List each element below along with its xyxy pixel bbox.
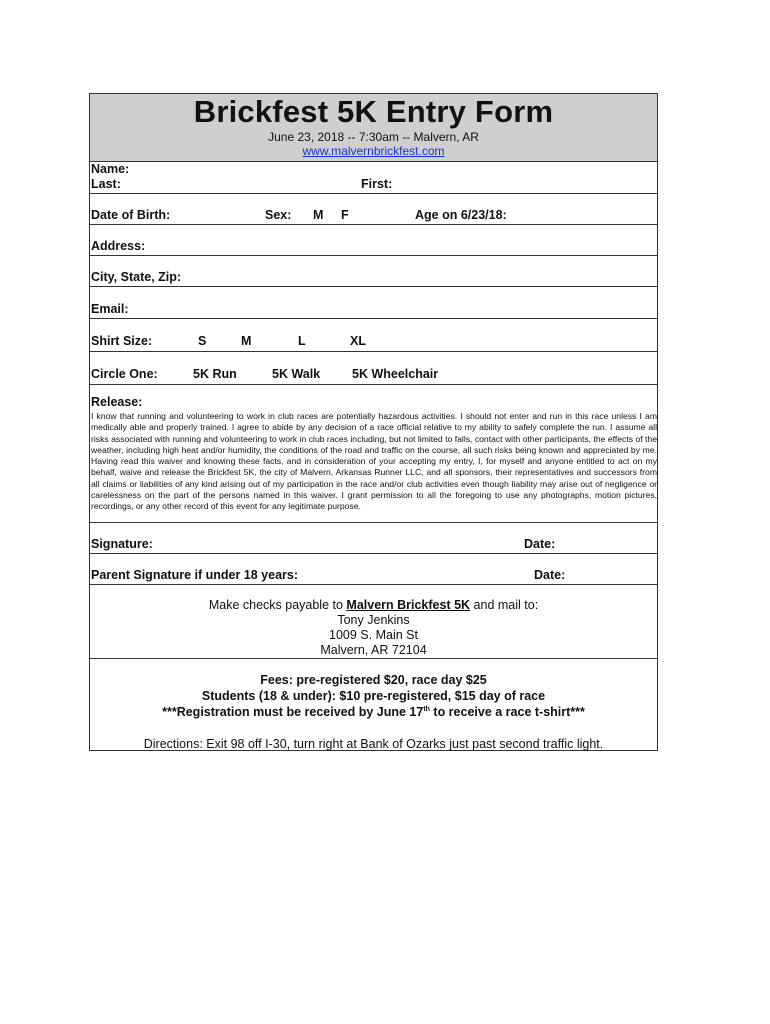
address-label: Address: bbox=[91, 239, 146, 253]
mail-city: Malvern, AR 72104 bbox=[320, 643, 427, 657]
student-fees-line: Students (18 & under): $10 pre-registered, $15 day of race bbox=[201, 689, 546, 703]
event-date-location: June 23, 2018 -- 7:30am -- Malvern, AR bbox=[268, 130, 479, 144]
address-divider bbox=[90, 224, 657, 225]
fees-line: Fees: pre-registered $20, race day $25 bbox=[260, 673, 487, 687]
mail-street: 1009 S. Main St bbox=[329, 628, 418, 642]
shirt-size-label: Shirt Size: bbox=[91, 334, 153, 348]
payee-name: Malvern Brickfest 5K bbox=[346, 598, 471, 612]
city-state-zip-label: City, State, Zip: bbox=[91, 270, 182, 284]
age-label: Age on 6/23/18: bbox=[415, 208, 507, 222]
shirt-option-m[interactable]: M bbox=[241, 334, 252, 348]
circle-one-label: Circle One: bbox=[91, 367, 158, 381]
mail-divider bbox=[90, 584, 657, 585]
event-option-wheelchair[interactable]: 5K Wheelchair bbox=[352, 367, 439, 381]
payment-prefix: Make checks payable to bbox=[208, 598, 347, 612]
payment-suffix: and mail to: bbox=[470, 598, 539, 612]
city-divider bbox=[90, 255, 657, 256]
shirt-option-xl[interactable]: XL bbox=[350, 334, 366, 348]
email-label: Email: bbox=[91, 302, 129, 316]
deadline-text-b: to receive a race t-shirt*** bbox=[429, 705, 585, 719]
registration-deadline bbox=[90, 705, 657, 719]
release-waiver-text: I know that running and volunteering to work in club races are potentially hazardous activities. I should not enter and run in this race unless I am medically able and properly trained. I agree to abide by any decision of a race official relative to my ability to safely complete the run. I assume all risks associated with running and volunteering to work in club races including, but not limited to falls, contact with other participants, the effects of the weather, including high heat and/or humidity, the conditions of the road and traffic on the course, all such risks being known and appreciated by me. Having read this waiver and knowing these facts, and in consideration of your accepting my entry, I, for myself and anyone entitled to act on my behalf, waive and release the Brickfest 5K, the city of Malvern, Arkansas Runner LLC, and all sponsors, their representatives and successors from all claims or liabilities of any kind arising out of my participation in the race and/or club activities even though liability may arise out of negligence or carelessness on the part of the persons named in this waiver. I grant permission to all the foregoing to use any photographs, motion pictures, recordings, or any other record of this event for any legitimate purpose. bbox=[91, 411, 657, 512]
deadline-text-a: ***Registration must be received by June 17 bbox=[162, 705, 424, 719]
name-label: Name: bbox=[91, 162, 130, 176]
dob-label: Date of Birth: bbox=[91, 208, 171, 222]
parent-signature-label: Parent Signature if under 18 years: bbox=[91, 568, 299, 582]
form-title: Brickfest 5K Entry Form bbox=[193, 94, 554, 129]
signature-label: Signature: bbox=[91, 537, 153, 551]
dob-divider bbox=[90, 193, 657, 194]
payment-instructions bbox=[90, 598, 657, 612]
release-divider bbox=[90, 384, 657, 385]
circle-divider bbox=[90, 351, 657, 352]
signature-divider bbox=[90, 522, 657, 523]
first-name-label: First: bbox=[361, 177, 393, 191]
shirt-divider bbox=[90, 318, 657, 319]
directions: Directions: Exit 98 off I-30, turn right at Bank of Ozarks just past second traffic light. bbox=[143, 737, 604, 751]
last-name-label: Last: bbox=[91, 177, 121, 191]
deadline-sup: th bbox=[423, 705, 430, 713]
fees-divider bbox=[90, 658, 657, 659]
signature-date-label: Date: bbox=[524, 537, 556, 551]
website-link[interactable]: www.malvernbrickfest.com bbox=[302, 144, 445, 158]
sex-option-f[interactable]: F bbox=[341, 208, 349, 222]
email-divider bbox=[90, 286, 657, 287]
event-option-walk[interactable]: 5K Walk bbox=[272, 367, 321, 381]
parent-date-label: Date: bbox=[534, 568, 566, 582]
name-divider bbox=[90, 161, 657, 162]
shirt-option-l[interactable]: L bbox=[298, 334, 306, 348]
mail-recipient: Tony Jenkins bbox=[337, 613, 410, 627]
release-label: Release: bbox=[91, 395, 143, 409]
entry-form bbox=[89, 93, 658, 751]
event-option-run[interactable]: 5K Run bbox=[193, 367, 237, 381]
shirt-option-s[interactable]: S bbox=[198, 334, 207, 348]
sex-label: Sex: bbox=[265, 208, 292, 222]
sex-option-m[interactable]: M bbox=[313, 208, 324, 222]
form-header bbox=[90, 94, 657, 161]
parent-signature-divider bbox=[90, 553, 657, 554]
